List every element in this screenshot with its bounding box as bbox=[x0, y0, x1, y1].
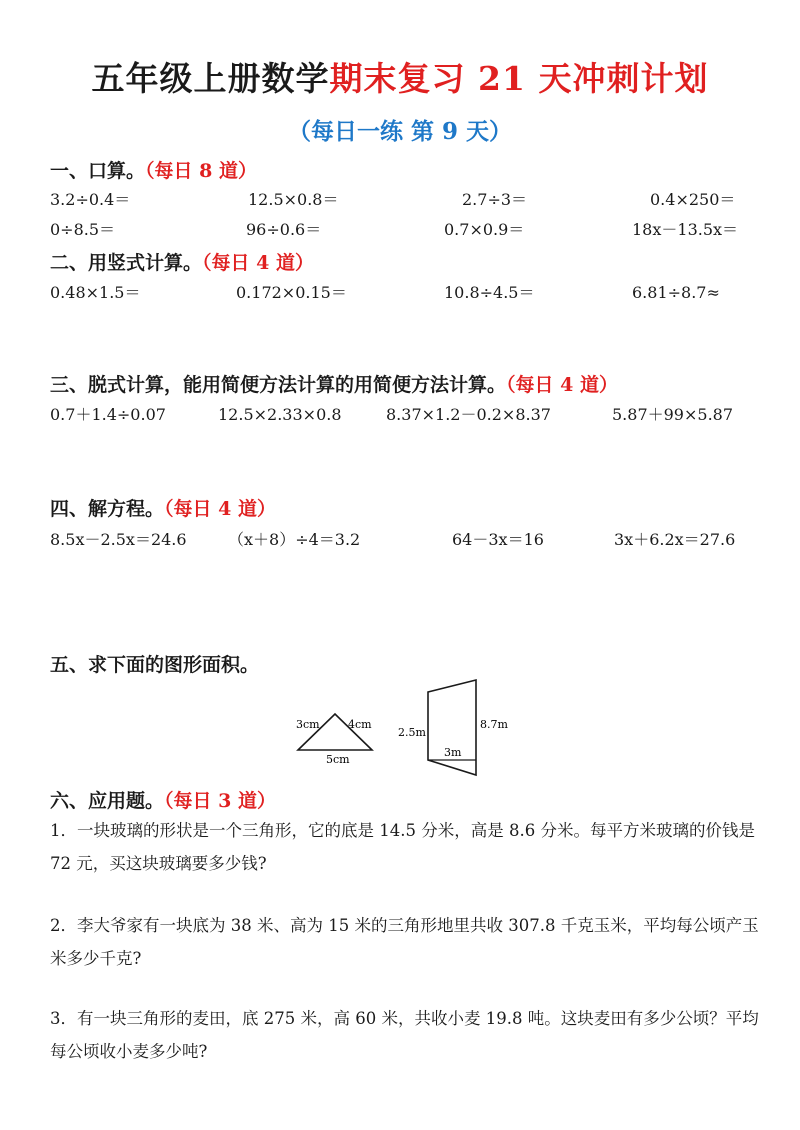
section-5-heading: 五、求下面的图形面积。 bbox=[50, 654, 260, 676]
section-6-heading: 六、应用题。（每日 3 道） bbox=[50, 790, 276, 812]
exercise-item: 3.2÷0.4＝ bbox=[50, 190, 131, 209]
exercise-item: 0.48×1.5＝ bbox=[50, 283, 141, 302]
exercise-item: 2.7÷3＝ bbox=[462, 190, 528, 209]
section-4-heading: 四、解方程。（每日 4 道） bbox=[50, 498, 276, 520]
exercise-item: 0÷8.5＝ bbox=[50, 220, 116, 239]
exercise-item: 10.8÷4.5＝ bbox=[444, 283, 535, 302]
trapezoid-figure bbox=[392, 675, 512, 785]
exercise-item: 0.7×0.9＝ bbox=[444, 220, 525, 239]
section-4-row bbox=[0, 527, 800, 553]
exercise-item: 0.172×0.15＝ bbox=[236, 283, 347, 302]
trapezoid-bottom-label: 3m bbox=[444, 746, 462, 759]
exercise-item: 8.37×1.2－0.2×8.37 bbox=[386, 405, 551, 424]
exercise-item: 6.81÷8.7≈ bbox=[632, 283, 720, 302]
exercise-item: 0.7＋1.4÷0.07 bbox=[50, 405, 166, 424]
word-problem-2: 2．李大爷家有一块底为 38 米、高为 15 米的三角形地里共收 307.8 千克玉米，平均每公顷产玉米多少千克? bbox=[50, 916, 759, 968]
section-1-row-2 bbox=[0, 217, 800, 243]
triangle-left-label: 3cm bbox=[296, 718, 320, 731]
trapezoid-left-label: 2.5m bbox=[398, 726, 426, 739]
exercise-item: 64－3x＝16 bbox=[452, 530, 544, 549]
section-2-heading: 二、用竖式计算。（每日 4 道） bbox=[50, 252, 314, 274]
trapezoid-right-label: 8.7m bbox=[480, 718, 508, 731]
section-1-row-1 bbox=[0, 187, 800, 213]
title-part2: 期末复习 21 天冲刺计划 bbox=[329, 59, 709, 98]
exercise-item: 0.4×250＝ bbox=[650, 190, 736, 209]
exercise-item: 8.5x－2.5x＝24.6 bbox=[50, 530, 187, 549]
word-problem-1: 1．一块玻璃的形状是一个三角形，它的底是 14.5 分米，高是 8.6 分米。每平方米玻璃的价钱是 72 元，买这块玻璃要多少钱? bbox=[50, 821, 755, 873]
section-3-heading: 三、脱式计算，能用简便方法计算的用简便方法计算。（每日 4 道） bbox=[50, 374, 618, 396]
section-1-heading: 一、口算。（每日 8 道） bbox=[50, 160, 257, 182]
word-problem-3: 3．有一块三角形的麦田，底 275 米，高 60 米，共收小麦 19.8 吨。这块麦田有多少公顷？平均每公顷收小麦多少吨? bbox=[50, 1009, 759, 1061]
trapezoid-shape bbox=[428, 680, 476, 775]
page-title bbox=[0, 56, 800, 102]
section-3-row bbox=[0, 402, 800, 428]
exercise-item: 3x＋6.2x＝27.6 bbox=[614, 530, 736, 549]
exercise-item: 12.5×0.8＝ bbox=[248, 190, 339, 209]
exercise-item: （x＋8）÷4＝3.2 bbox=[228, 530, 361, 549]
section-2-row bbox=[0, 280, 800, 306]
exercise-item: 5.87＋99×5.87 bbox=[612, 405, 734, 424]
triangle-right-label: 4cm bbox=[348, 718, 372, 731]
triangle-figure bbox=[290, 710, 390, 770]
exercise-item: 12.5×2.33×0.8 bbox=[218, 405, 342, 424]
exercise-item: 18x－13.5x＝ bbox=[632, 220, 739, 239]
exercise-item: 96÷0.6＝ bbox=[246, 220, 322, 239]
page-subtitle: （每日一练 第 9 天） bbox=[287, 118, 513, 145]
title-part1: 五年级上册数学 bbox=[91, 59, 330, 98]
triangle-base-label: 5cm bbox=[326, 753, 350, 766]
